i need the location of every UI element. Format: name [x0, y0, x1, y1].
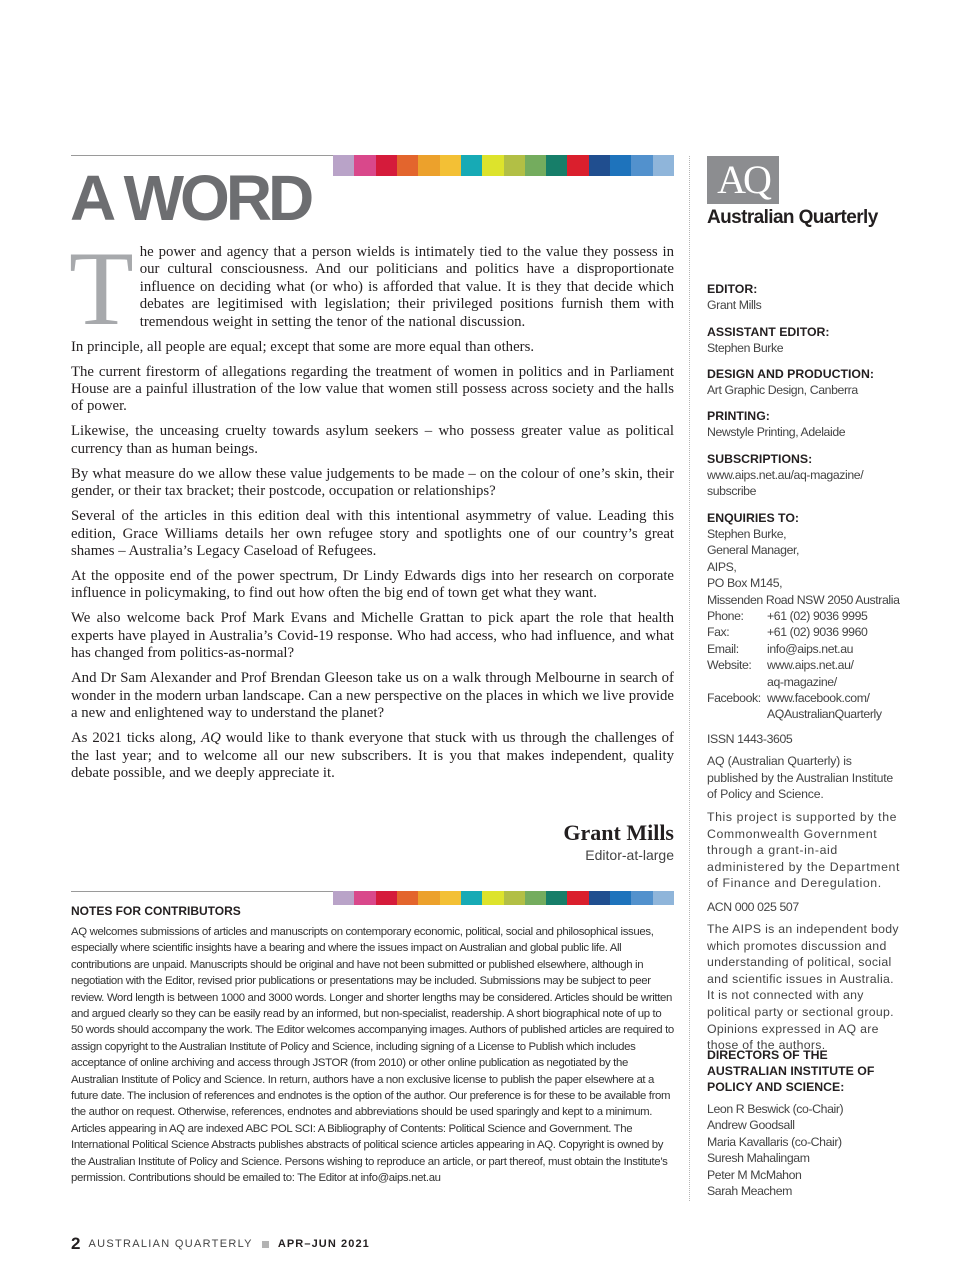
acn: ACN 000 025 507 — [707, 900, 799, 914]
strip-swatch — [631, 155, 652, 176]
assistant-editor-block: ASSISTANT EDITOR: Stephen Burke — [707, 325, 830, 355]
column-divider — [689, 156, 690, 1201]
paragraph-2: In principle, all people are equal; except that some are more equal than others. — [71, 338, 535, 355]
signature-name: Grant Mills — [563, 820, 674, 845]
strip-swatch — [440, 891, 461, 905]
design-block: DESIGN AND PRODUCTION: Art Graphic Design, Canberra — [707, 367, 874, 397]
notes-color-strip — [333, 891, 674, 905]
strip-swatch — [653, 155, 674, 176]
aips-description: The AIPS is an independent body which promotes discussion and understanding of political, social and scientific issues in Australia. It is not connected with any political party or sectional group. Opinions expressed in AQ are those of the authors. — [707, 922, 899, 1053]
masthead-title: Australian Quarterly — [707, 207, 878, 228]
strip-swatch — [589, 891, 610, 905]
strip-swatch — [418, 891, 439, 905]
page-title: A WORD — [70, 162, 311, 234]
strip-swatch — [482, 155, 503, 176]
grant-support: This project is supported by the Commonwealth Government through a grant-in-aid administered by the Department of Finance and Deregulation. — [707, 810, 900, 891]
strip-swatch — [461, 155, 482, 176]
strip-swatch — [546, 155, 567, 176]
page-footer — [71, 1234, 370, 1254]
top-color-strip — [333, 155, 674, 176]
paragraph-1: The power and agency that a person wields is intimately tied to the value they possess in our cultural consciousness. And our politicians and politics have a disproportionate influence on deciding what (or who) is afforded that value. It is they that decide which debates are legitimised with legislation; their privileged positions furnish them with tremendous weight in setting the tenor of the national discussion. — [69, 230, 674, 347]
strip-swatch — [589, 155, 610, 176]
strip-swatch — [504, 155, 525, 176]
paragraph-9: And Dr Sam Alexander and Prof Brendan Gleeson take us on a walk through Melbourne in search of wonder in the modern urban landscape. Can a new perspective on the places in which we live provide a new and enlightened way to understand the planet? — [71, 670, 674, 722]
paragraph-8: We also welcome back Prof Mark Evans and Michelle Grattan to pick apart the role that health experts have played in Australia’s Covid-19 response. Who had access, who had influence, and what has changed from politics-as-normal? — [71, 610, 674, 662]
separator-square — [262, 1241, 269, 1248]
paragraph-3: The current firestorm of allegations regarding the treatment of women in politics and in Parliament House are a painful illustration of the low value that women still possess across society and the halls of power. — [71, 363, 674, 415]
editor-block: EDITOR: Grant Mills — [707, 282, 762, 312]
director: Maria Kavallaris (co-Chair) — [707, 1134, 842, 1149]
facebook-row[interactable]: Facebook: www.facebook.com/ AQAustralianQuarterly — [707, 691, 882, 722]
page-number: 2 — [71, 1234, 81, 1253]
printing-block: PRINTING: Newstyle Printing, Adelaide — [707, 409, 846, 439]
strip-swatch — [525, 155, 546, 176]
strip-swatch — [610, 891, 631, 905]
about-aq: AQ (Australian Quarterly) is published by the Australian Institute of Policy and Science. — [707, 754, 894, 802]
strip-swatch — [546, 891, 567, 905]
strip-swatch — [567, 891, 588, 905]
director: Peter M McMahon — [707, 1167, 802, 1182]
signature-title: Editor-at-large — [585, 847, 674, 863]
publication-name: AUSTRALIAN QUARTERLY — [88, 1238, 253, 1250]
subscriptions-block: SUBSCRIPTIONS: www.aips.net.au/aq-magazine/ subscribe — [707, 452, 907, 500]
website-row[interactable]: Website: www.aips.net.au/ aq-magazine/ — [707, 658, 854, 689]
issue-date: APR–JUN 2021 — [277, 1238, 370, 1250]
director: Suresh Mahalingam — [707, 1151, 810, 1166]
enquiries-block: ENQUIRIES TO: Stephen Burke, General Manager, AIPS, PO Box M145, Missenden Road NSW 2050 Australia Phone: +61 (02) 9036 9995 Fax: +61 (02) 9036 9960 Email: info@aips.net.au Website: www.aips.net.au/ aq-magazine/ Facebook: www.facebook.com/ AQAustralianQuarterly — [707, 511, 907, 723]
strip-swatch — [440, 155, 461, 176]
strip-swatch — [525, 891, 546, 905]
strip-swatch — [376, 891, 397, 905]
strip-swatch — [333, 155, 354, 176]
strip-swatch — [567, 155, 588, 176]
directors-block: DIRECTORS OF THE AUSTRALIAN INSTITUTE OF POLICY AND SCIENCE: Leon R Beswick (co-Chair) Andrew Goodsall Maria Kavallaris (co-Chair) Suresh Mahalingam Peter M McMahon Sarah Meachem — [707, 1047, 897, 1199]
director: Sarah Meachem — [707, 1184, 793, 1199]
strip-swatch — [482, 891, 503, 905]
strip-swatch — [610, 155, 631, 176]
director: Leon R Beswick (co-Chair) — [707, 1102, 844, 1116]
aq-logo — [707, 156, 779, 204]
notes-rule — [71, 891, 333, 892]
strip-swatch — [461, 891, 482, 905]
fax-row: Fax: +61 (02) 9036 9960 — [707, 625, 868, 640]
drop-cap: T — [69, 230, 134, 347]
aq-emphasis: AQ — [201, 730, 221, 747]
strip-swatch — [397, 155, 418, 176]
paragraph-10: As 2021 ticks along, AQ would like to thank everyone that stuck with us through the challenges of the last year; and to welcome all our new subscribers. It is you that makes independent, quality debate possible, and we deeply appreciate it. — [71, 730, 674, 781]
editorial-article — [69, 230, 674, 790]
strip-swatch — [397, 891, 418, 905]
paragraph-5: By what measure do we allow these value judgements to be made – on the colour of one’s skin, their gender, or their tax bracket; their postcode, occupation or relationships? — [71, 465, 674, 500]
phone-row: Phone: +61 (02) 9036 9995 — [707, 609, 868, 624]
strip-swatch — [376, 155, 397, 176]
issn: ISSN 1443-3605 — [707, 732, 793, 746]
paragraph-7: At the opposite end of the power spectrum, Dr Lindy Edwards digs into her research on corporate influence in policymaking, to find out how often the big end of town get what they want. — [71, 568, 674, 602]
aq-logo-text: AQ — [717, 157, 769, 202]
notes-heading: NOTES FOR CONTRIBUTORS — [71, 904, 241, 918]
paragraph-6: Several of the articles in this edition deal with this intentional asymmetry of value. Leading this edition, Grace Williams details her own refugee story and spotlights one of our country’s great shames – Australia’s Legacy Caseload of Refugees. — [71, 508, 674, 560]
strip-swatch — [333, 891, 354, 905]
strip-swatch — [653, 891, 674, 905]
top-rule — [71, 155, 333, 156]
strip-swatch — [354, 891, 375, 905]
strip-swatch — [504, 891, 525, 905]
strip-swatch — [418, 155, 439, 176]
paragraph-4: Likewise, the unceasing cruelty towards asylum seekers – who possess greater value as political currency than as human beings. — [71, 423, 674, 457]
strip-swatch — [354, 155, 375, 176]
subscriptions-link[interactable]: www.aips.net.au/aq-magazine/ subscribe — [707, 468, 864, 499]
director: Andrew Goodsall — [707, 1118, 795, 1133]
strip-swatch — [631, 891, 652, 905]
notes-body: AQ welcomes submissions of articles and manuscripts on contemporary economic, political, social and philosophical issues, especially where scientific insights have a bearing and where the issues impact on Australian and global public life. All contributions are unpaid. Manuscripts should be original and have not been submitted or published elsewhere, although in negotiation with the Editor, revised prior publications or presentations may be included. Submissions may be subject to peer review. Word length is between 1000 and 3000 words. Longer and shorter lengths may be considered. Articles should be written and argued clearly so they can be easily read by an informed, but non-specialist, readership. A short biographical note of up to 50 words should accompany the work. The Editor welcomes accompanying images. Authors of published articles are required to assign copyright to the Australian Institute of Policy and Science, including signing of a License to Publish which includes acceptance of online archiving and access through JSTOR (from 2010) or other online publication as negotiated by the Australian Institute of Policy and Science. In return, authors have a non exclusive license to publish the paper elsewhere at a future date. The inclusion of references and endnotes is the option of the author. Our preference is for these to be available from the author on request. Otherwise, references, endnotes and abbreviations should be used sparingly and kept to a minimum. Articles appearing in AQ are indexed ABC POL SCI: A Bibliography of Contents: Political Science and Government. The International Political Science Abstracts publishes abstracts of political science articles appearing in AQ. Copyright is owned by the Australian Institute of Policy and Science. Persons wishing to reproduce an article, or part thereof, must obtain the Institute’s permission. Contributions should be emailed to: The Editor at info@aips.net.au — [71, 926, 674, 1185]
email-row[interactable]: Email: info@aips.net.au — [707, 641, 854, 656]
